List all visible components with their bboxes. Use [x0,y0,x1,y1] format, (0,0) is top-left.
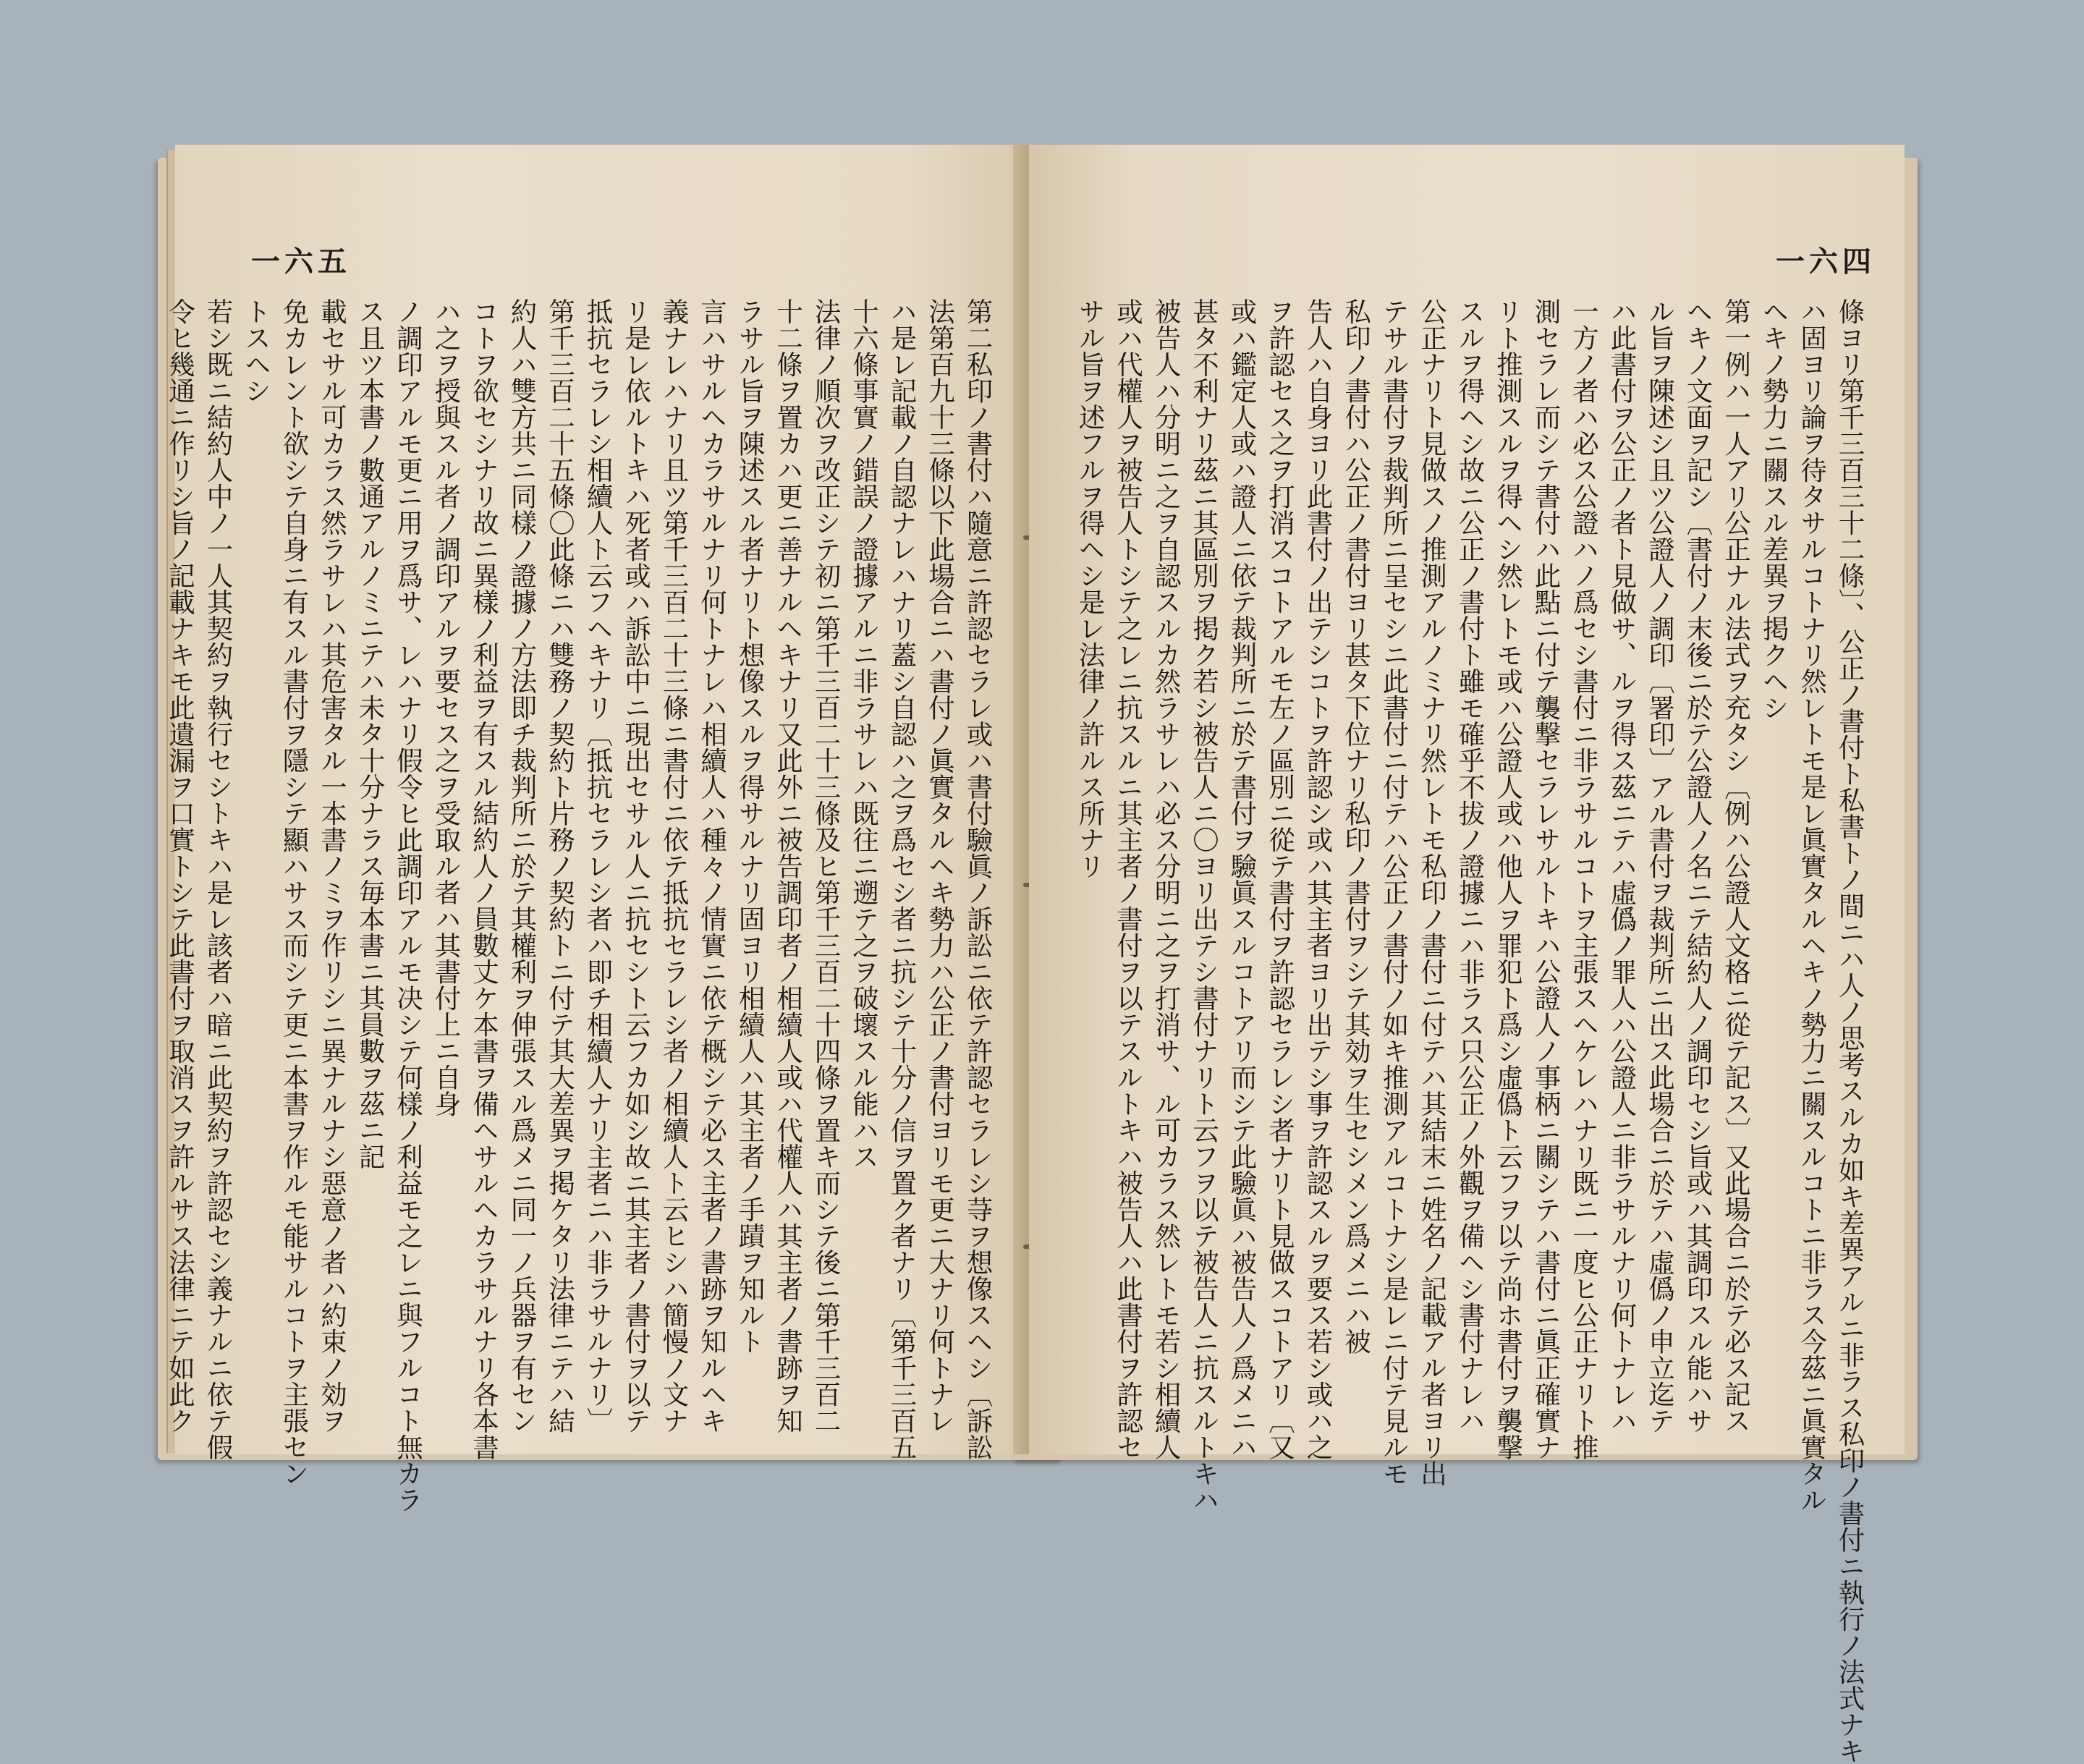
text-column: テサル書付ヲ裁判所ニ呈セシニ此書付ニ付テハ公正ノ書付ノ如キ推測アルコトナシ是レニ付テ見ルモ [1378,298,1410,1487]
right-page-number: 一六四 [1776,245,1876,279]
text-column: ハ是レ記載ノ自認ナレハナリ蓋シ自認ハ之ヲ爲セシ者ニ抗シテ十分ノ信ヲ置ク者ナリ〔第千三百五 [886,298,918,1460]
text-column: ス且ツ本書ノ數通アルノミニテハ未タ十分ナラス毎本書ニ其員數ヲ茲ニ記 [355,298,386,1170]
text-column: 法律ノ順次ヲ改正シテ初ニ第千三百二十三條及ヒ第千三百二十四條ヲ置キ而シテ後ニ第千三百二 [810,298,842,1434]
text-column: 告人ハ自身ヨリ此書付ノ出テシコトヲ許認シ或ハ其主者ヨリ出テシ事ヲ許認スルヲ要ス若シ或ハ之 [1302,298,1334,1460]
text-column: サル旨ヲ述フルヲ得ヘシ是レ法律ノ許ルス所ナリ [1075,298,1106,879]
text-column: ヘキノ勢力ニ關スル差異ヲ掲クヘシ [1758,298,1789,721]
open-book [145,123,1876,1764]
text-column: ラサル旨ヲ陳述スル者ナリト想像スルヲ得サルナリ固ヨリ相續人ハ其主者ノ手蹟ヲ知ルト [734,298,766,1354]
text-column: ハ固ヨリ論ヲ待タサルコトナリ然レトモ是レ眞實タルヘキノ勢力ニ關スルコトニ非ラス今茲ニ眞實タル [1796,298,1828,1513]
text-column: 私印ノ書付ハ公正ノ書付ヨリ甚タ下位ナリ私印ノ書付ヲシテ其効ヲ生セシメン爲メニハ被 [1340,298,1372,1354]
text-column: 十六條事實ノ錯誤ノ證據アルニ非ラサレハ既往ニ遡テ之ヲ破壞スル能ハス [848,298,880,1170]
text-column: 十二條ヲ置カハ更ニ善ナルヘキナリ又此外ニ被告調印者ノ相續人或ハ代權人ハ其主者ノ書跡ヲ知 [772,298,804,1434]
left-page-number: 一六五 [251,245,351,279]
text-column: 約人ハ雙方共ニ同樣ノ證據ノ方法即チ裁判所ニ於テ其權利ヲ伸張スル爲メニ同一ノ兵器ヲ有セン [507,298,538,1434]
text-column: ヘキノ文面ヲ記シ〔書付ノ末後ニ於テ公證人ノ名ニテ結約人ノ調印セシ旨或ハ其調印スル能ハサ [1682,298,1714,1434]
text-column: スルヲ得ヘシ故ニ公正ノ書付ト雖モ確乎不拔ノ證據ニハ非ラス只公正ノ外觀ヲ備ヘシ書付ナレハ [1454,298,1486,1434]
text-column: ハ此書付ヲ公正ノ者ト見做サ、ルヲ得ス茲ニテハ虛僞ノ罪人ハ公證人ニ非ラサルナリ何トナレハ [1606,298,1638,1434]
text-column: ノ調印アルモ更ニ用ヲ爲サ、レハナリ假令ヒ此調印アルモ决シテ何樣ノ利益モ之レニ與フルコト無カラ [392,298,424,1513]
text-column: 或ハ代權人ヲ被告人トシテ之レニ抗スルニ其主者ノ書付ヲ以テスルトキハ被告人ハ此書付ヲ許認セ [1112,298,1144,1460]
right-page-text [1075,298,1868,1764]
left-page [164,145,1029,1513]
text-column: ル旨ヲ陳述シ且ツ公證人ノ調印〔署印〕アル書付ヲ裁判所ニ出ス此場合ニ於テハ虛僞ノ申立迄テ [1644,298,1676,1434]
text-column: 抵抗セラレシ相續人ト云フヘキナリ〔抵抗セラレシ者ハ即チ相續人ナリ主者ニハ非ラサルナリ〕 [583,298,614,1434]
text-column: 測セラレ而シテ書付ハ此點ニ付テ襲撃セラレサルトキハ公證人ノ事柄ニ關シテハ書付ニ眞正確實ナ [1530,298,1562,1460]
text-column: 法第百九十三條以下此場合ニハ書付ノ眞實タルヘキ勢力ハ公正ノ書付ヨリモ更ニ大ナリ何トナレ [924,298,956,1434]
text-column: ハ之ヲ授與スル者ノ調印アルヲ要セス之ヲ受取ル者ハ其書付上ニ自身 [431,298,462,1117]
text-column: 一方ノ者ハ必ス公證ハノ爲セシ書付ニ非ラサルコトヲ主張スヘケレハナリ既ニ一度ヒ公正ナリト推 [1568,298,1600,1460]
text-column: リ是レ依ルトキハ死者或ハ訴訟中ニ現出セサル人ニ抗セシト云フカ如シ故ニ其主者ノ書付ヲ以テ [620,298,652,1434]
text-column: 公正ナリト見做スノ推測アルノミナリ然レトモ私印ノ書付ニ付テハ其結末ニ姓名ノ記載アル者ヨリ出 [1416,298,1448,1487]
text-column: 載セサル可カラス然ラサレハ其危害タル一本書ノミヲ作リシニ異ナルナシ惡意ノ者ハ約束ノ効ヲ [316,298,348,1434]
text-column: 言ハサルヘカラサルナリ何トナレハ相續人ハ種々ノ情實ニ依テ概シテ必ス主者ノ書跡ヲ知ルヘキ [696,298,728,1434]
text-column: トスヘシ [240,298,272,404]
text-column: 若シ既ニ結約人中ノ一人其契約ヲ執行セシトキハ是レ該者ハ暗ニ此契約ヲ許認セシ義ナルニ依テ假 [203,298,234,1460]
text-column: 甚タ不利ナリ茲ニ其區別ヲ掲ク若シ被告人ニ〇ヨリ出テシ書付ナリト云フヲ以テ被告人ニ抗スルトキハ [1188,298,1220,1513]
text-column: 條ヨリ第千三百三十二條〕、公正ノ書付ト私書トノ間ニハ人ノ思考スルカ如キ差異アルニ非ラス私印ノ書付ニ執行ノ法式ナキ [1834,298,1865,1764]
text-column: 第千三百二十五條〇此條ニハ雙務ノ契約ト片務ノ契約トニ付テ其大差異ヲ掲ケタリ法律ニテハ結 [544,298,576,1434]
left-page-text [164,298,996,1513]
text-column: 第一例ハ一人アリ公正ナル法式ヲ充タシ〔例ハ公證人文格ニ從テ記ス〕又此場合ニ於テ必ス記ス [1720,298,1752,1434]
text-column: リト推測スルヲ得ヘシ然レトモ或ハ公證人或ハ他人ヲ罪犯ト爲シ虛僞ト云フヲ以テ尚ホ書付ヲ襲撃 [1492,298,1524,1460]
text-column: 令ヒ幾通ニ作リシ旨ノ記載ナキモ此遺漏ヲ口實トシテ此書付ヲ取消スヲ許ルサス法律ニテ如此ク [164,298,196,1434]
text-column: 義ナレハナリ且ツ第千三百二十三條ニ書付ニ依テ抵抗セラレシ者ノ相續人ト云ヒシハ簡慢ノ文ナ [658,298,690,1434]
text-column: コトヲ欲セシナリ故ニ異樣ノ利益ヲ有スル結約人ノ員數丈ケ本書ヲ備ヘサルヘカラサルナリ各本書 [468,298,500,1460]
text-column: 免カレント欲シテ自身ニ有スル書付ヲ隱シテ顯ハサス而シテ更ニ本書ヲ作ルモ能サルコトヲ主張セン [279,298,310,1487]
text-column: 被告人ハ分明ニ之ヲ自認スルカ然ラサレハ必ス分明ニ之ヲ打消サ、ル可カラス然レトモ若シ相續人 [1151,298,1182,1460]
right-page [1029,145,1905,1764]
text-column: ヲ許認セス之ヲ打消スコトアルモ左ノ區別ニ從テ書付ヲ許認セラレシ者ナリト見做スコトアリ〔又 [1264,298,1296,1460]
text-column: 第二私印ノ書付ハ隨意ニ許認セラレ或ハ書付驗眞ノ訴訟ニ依テ許認セラレシ䒭ヲ想像スヘシ〔訴訟 [962,298,994,1460]
text-column: 或ハ鑑定人或ハ證人ニ依テ裁判所ニ於テ書付ヲ驗眞スルコトアリ而シテ此驗眞ハ被告人ノ爲メニハ [1227,298,1258,1460]
